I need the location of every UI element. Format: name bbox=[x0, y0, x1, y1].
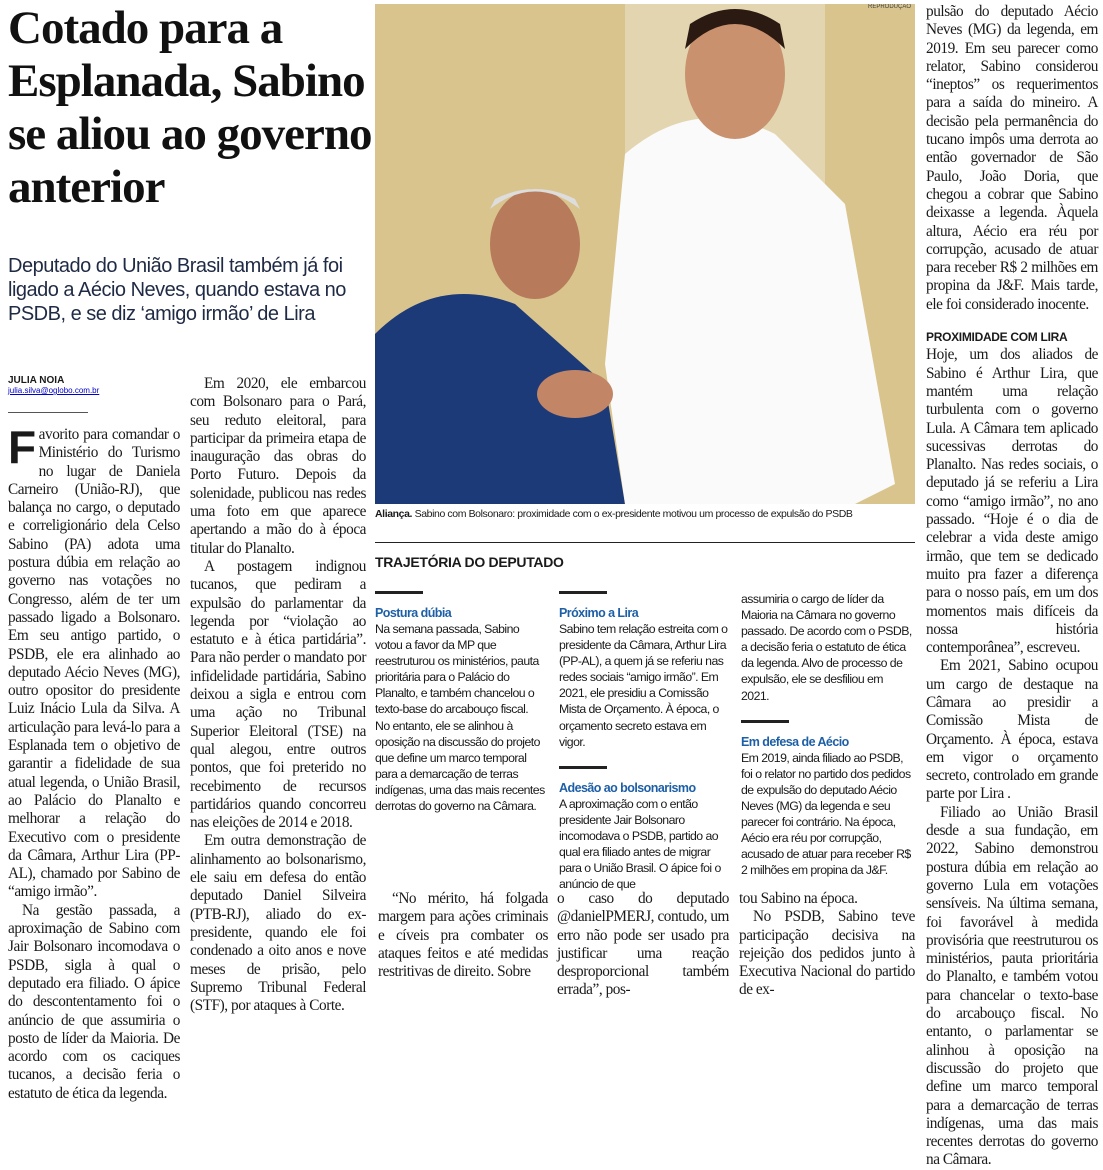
box-item-text: assumiria o cargo de líder da Maioria na Câmara no governo passado. De acordo com o PSDB, a decisão feria o estatuto de ética da legenda. Alvo de processo de expulsão, ele se desfiliou em 2021. bbox=[741, 592, 912, 703]
paragraph: pulsão do deputado Aécio Neves (MG) da legenda, em 2019. Em seu parecer como relator, Sabino considerou “ineptos” os requerimentos para a saída do mineiro. A decisão pela permanência do tucano impôs uma derrota ao então governador de São Paulo, João Doria, que chegou a cobrar que Sabino deixasse a legenda. Àquela altura, Aécio era réu por corrupção, acusado de atuar para receber R$ 2 milhões em propina da J&F. Mais tarde, ele foi considerado inocente. bbox=[926, 3, 1098, 313]
box-item-heading: Adesão ao bolsonarismo bbox=[559, 780, 696, 795]
article-column-1 bbox=[8, 421, 180, 1103]
author-email-link[interactable]: julia.silva@oglobo.com.br bbox=[8, 386, 100, 395]
paragraph: Hoje, um dos aliados de Sabino é Arthur Lira, que mantém uma relação turbulenta com o governo Lula. A Câmara tem aplicado sucessivas derrotas do Planalto. Nas redes sociais, o deputado já se referiu a Lira como “amigo irmão”, no ano passado. “Hoje é o dia de celebrar a vida deste amigo irmão, que tem se dedicado muito pra fazer a diferença para o nosso país, em um dos momentos mais difíceis da nossa história contemporânea”, escreveu. bbox=[926, 346, 1098, 657]
article-column-5 bbox=[739, 890, 915, 1000]
box-divider bbox=[375, 591, 423, 594]
caption-text: Sabino com Bolsonaro: proximidade com o ex-presidente motivou um processo de expulsão do PSDB bbox=[414, 508, 853, 520]
article-column-3 bbox=[378, 890, 548, 981]
sidebar-box-trajetoria bbox=[375, 542, 915, 892]
box-title: TRAJETÓRIA DO DEPUTADO bbox=[375, 554, 564, 570]
box-column-1 bbox=[375, 591, 545, 814]
box-item-text: Em 2019, ainda filiado ao PSDB, foi o relator no partido dos pedidos de expulsão do deputado Aécio Neves (MG) da legenda e seu parecer foi contrário. Na época, Aécio era réu por corrupção, acusado de atuar para receber R$ 2 milhões em propina da J&F. bbox=[741, 750, 911, 878]
box-divider bbox=[741, 720, 789, 723]
paragraph: Em outra demonstração de alinhamento ao bolsonarismo, ele saiu em defesa do então deputado Daniel Silveira (PTB-RJ), aliado do ex-presidente, quando ele foi condenado a oito anos e nove meses de prisão, pelo Supremo Tribunal Federal (STF), por ataques à Corte. bbox=[190, 832, 366, 1015]
drop-cap: F bbox=[8, 421, 36, 473]
article-column-4 bbox=[557, 890, 729, 1000]
headline: Cotado para a Esplanada, Sabino se aliou ao governo anterior bbox=[8, 2, 372, 213]
box-item-text: Sabino tem relação estreita com o presidente da Câmara, Arthur Lira (PP-AL), a quem já se referiu nas redes sociais “amigo irmão”. Em 2021, ele presidiu a Comissão Mista de Orçamento. À época, o orçamento secreto estava em vigor. bbox=[559, 622, 728, 749]
box-column-3 bbox=[741, 591, 913, 878]
paragraph: avorito para comandar o Ministério do Turismo no lugar de Daniela Carneiro (União-RJ), que balança no cargo, o deputado e correligionário dela Celso Sabino (PA) adota uma postura dúbia em relação ao governo nas votações no Congresso, além de ter um passado ligado a Bolsonaro. Em seu antigo partido, o PSDB, ele era alinhado ao deputado Aécio Neves (MG), outro opositor do presidente Luiz Inácio Lula da Silva. A articulação para levá-lo para a Esplanada tem o objetivo de garantir a fidelidade de sua atual legenda, o União Brasil, ao Palácio do Planalto e melhorar a relação do Executivo com o presidente da Câmara, Arthur Lira (PP-AL), chamado por Sabino de “amigo irmão”. bbox=[8, 426, 180, 901]
paragraph: “No mérito, há folgada margem para ações criminais e cíveis pra combater os ataques feitos e até medidas restritivas de direito. Sobre bbox=[378, 890, 548, 981]
article-column-2 bbox=[190, 375, 366, 1015]
box-item-heading: Próximo a Lira bbox=[559, 606, 639, 620]
paragraph: Filiado ao União Brasil desde a sua fundação, em 2022, Sabino demonstrou postura dúbia em relação ao governo Lula em votações sensíveis. Na última semana, foi favorável à medida provisória que reestruturou os ministérios, pauta prioritária do Planalto, e também votou para chancelar o texto-base do arcabouço fiscal. No entanto, o parlamentar se alinhou à oposição na discussão do projeto que define um marco temporal para a demarcação de terras indígenas, uma das mais recentes derrotas do governo na Câmara. bbox=[926, 803, 1098, 1169]
section-heading: PROXIMIDADE COM LIRA bbox=[926, 330, 1068, 345]
caption-lead: Aliança. bbox=[375, 508, 413, 520]
paragraph: Na gestão passada, a aproximação de Sabino com Jair Bolsonaro incomodava o PSDB, sigla à qual o deputado era filiado. O ápice do descontentamento foi o anúncio de que assumiria o posto de líder da Maioria. De acordo com os caciques tucanos, a decisão feria o estatuto de ética da legenda. bbox=[8, 901, 180, 1102]
article-column-6 bbox=[926, 3, 1098, 1170]
paragraph: Em 2020, ele embarcou com Bolsonaro para o Pará, seu reduto eleitoral, para participar da primeira etapa de inauguração das obras do Porto Futuro. Depois da solenidade, publicou nas redes uma foto em que aparece apertando a mão do à época titular do Planalto. bbox=[190, 375, 366, 557]
box-divider bbox=[559, 766, 607, 769]
box-item-text: A aproximação com o então presidente Jair Bolsonaro incomodava o PSDB, partido ao qual era filiado antes de migrar para o União Brasil. O ápice foi o anúncio de que bbox=[559, 796, 721, 892]
byline-divider bbox=[8, 412, 88, 413]
box-column-2 bbox=[559, 591, 729, 892]
box-item-heading: Postura dúbia bbox=[375, 606, 452, 620]
photo-illustration bbox=[375, 4, 915, 504]
photo-caption bbox=[375, 508, 915, 520]
author-name: JULIA NOIA bbox=[8, 375, 65, 386]
photo-credit: REPRODUÇÃO bbox=[867, 4, 911, 10]
paragraph: o caso do deputado @danielPMERJ, contudo, um erro não pode ser usado pra justificar uma reação desproporcional também errada”, pos- bbox=[557, 890, 729, 999]
box-divider bbox=[559, 591, 607, 594]
box-item-heading: Em defesa de Aécio bbox=[741, 734, 849, 749]
paragraph: A postagem indignou tucanos, que pediram a expulsão do parlamentar da legenda por “violação ao estatuto e à ética partidária”. Para não perder o mandato por infidelidade partidária, Sabino deixou a sigla e entrou com uma ação no Tribunal Superior Eleitoral (TSE) na qual alegou, entre outros pontos, que foi preterido no recebimento de recursos partidários quando concorreu nas eleições de 2014 e 2018. bbox=[190, 557, 366, 832]
paragraph: No PSDB, Sabino teve participação decisiva na rejeição dos pedidos junto à Executiva Nacional do partido de ex- bbox=[739, 908, 915, 999]
article-photo bbox=[375, 4, 915, 504]
paragraph: tou Sabino na época. bbox=[739, 890, 858, 907]
paragraph: Em 2021, Sabino ocupou um cargo de destaque na Câmara ao presidir a Comissão Mista de Orçamento. À época, estava em vigor o orçamento secreto, controlado em grande parte por Lira . bbox=[926, 657, 1098, 803]
byline bbox=[8, 375, 99, 395]
box-item-text: Na semana passada, Sabino votou a favor da MP que reestruturou os ministérios, pauta prioritária para o Palácio do Planalto, e também chancelou o texto-base do arcabouço fiscal. No entanto, ele se alinhou à oposição na discussão do projeto que define um marco temporal para a demarcação de terras indígenas, uma das mais recentes derrotas do governo na Câmara. bbox=[375, 622, 545, 814]
subheadline: Deputado do União Brasil também já foi ligado a Aécio Neves, quando estava no PSDB, e se diz ‘amigo irmão’ de Lira bbox=[8, 255, 346, 325]
